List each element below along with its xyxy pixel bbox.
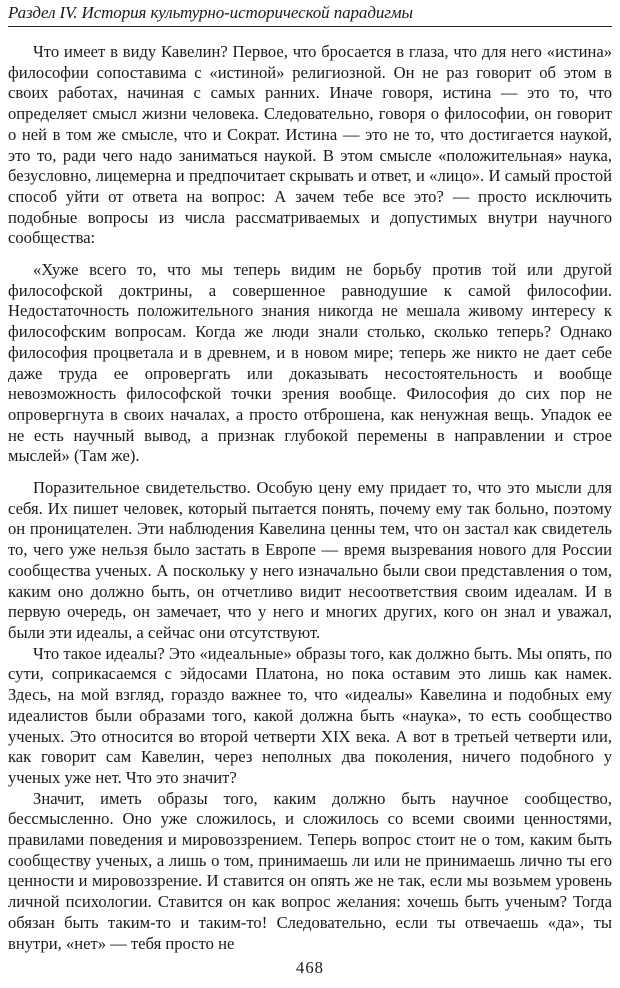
paragraph-4: Значит, иметь образы того, каким должно быть научное сообщество, бессмысленно. Оно уже сложилось, и сложилось со всеми своими ценностями, правилами поведения и мировоззрением. Теперь вопрос стоит не о том, каким быть сообществу ученых, а лишь о том, принимаешь ли или не принимаешь лично ты его ценности и мировоззрение. И ставится он опять же не так, если мы возьмем уровень личной психологии. Ставится он как вопрос желания: хочешь быть ученым? Тогда обязан быть таким-то и таким-то! Следовательно, если ты отвечаешь «да», ты внутри, «нет» — тебя просто не [8, 788, 612, 953]
header-rule [8, 26, 612, 27]
page-body [8, 42, 612, 954]
running-head-title: Раздел IV. История культурно-исторической парадигмы [8, 3, 413, 22]
paragraph-1: Что имеет в виду Кавелин? Первое, что бросается в глаза, что для него «истина» философии сопоставима с «истиной» религиозной. Он не раз говорит об этом в своих работах, начиная с самых ранних. Иначе говоря, истина — это то, что определяет смысл жизни человека. Следовательно, говоря о философии, он говорит о ней в том же смысле, что и Сократ. Истина — это не то, что достигается наукой, это то, ради чего надо заниматься наукой. В этом смысле «положительная» наука, безусловно, лицемерна и предпочитает скрывать и ответ, и «лицо». И самый простой способ уйти от ответа на вопрос: А зачем тебе все это? — просто исключить подобные вопросы из числа рассматриваемых и допустимых внутри научного сообщества: [8, 42, 612, 248]
page-number: 468 [296, 958, 324, 977]
paragraph-2: Поразительное свидетельство. Особую цену ему придает то, что это мысли для себя. Их пишет человек, который пытается понять, почему ему так больно, поэтому он проницателен. Эти наблюдения Кавелина ценны тем, что он застал как свидетель то, чего уже нельзя было застать в Европе — время вызревания нового для России сообщества ученых. А поскольку у него изначально были свои представления о том, каким оно должно быть, он отчетливо видит несоответствия своим идеалам. И в первую очередь, он замечает, что у него и многих других, кого он знал и уважал, были эти идеалы, а сейчас они отсутствуют. [8, 478, 612, 642]
block-quote: «Хуже всего то, что мы теперь видим не борьбу против той или другой философской доктрины, а совершенное равнодушие к самой философии. Недостаточность положительного знания никогда не мешала живому интересу к философским вопросам. Когда же люди знали столько, сколько теперь? Однако философия процветала и в древнем, и в новом мире; теперь же никто не дает себе даже труда ее опровергать или доказывать несостоятельность и вообще невозможность философской точки зрения вообще. Философия до сих пор не опровергнута в своих началах, а просто отброшена, как ненужная вещь. Упадок ее не есть научный вывод, а признак глубокой перемены в направлении и строе мыслей» (Там же). [8, 260, 612, 466]
paragraph-3: Что такое идеалы? Это «идеальные» образы того, как должно быть. Мы опять, по сути, соприкасаемся с эйдосами Платона, но пока оставим это лишь как намек. Здесь, на мой взгляд, гораздо важнее то, что «идеалы» Кавелина и подобных ему идеалистов были образами того, какой должна быть «наука», то есть сообщество ученых. Это относится во второй четверти XIX века. А вот в третьей четверти или, как говорит сам Кавелин, через неполных два поколения, ничего подобного у ученых уже нет. Что это значит? [8, 643, 612, 787]
